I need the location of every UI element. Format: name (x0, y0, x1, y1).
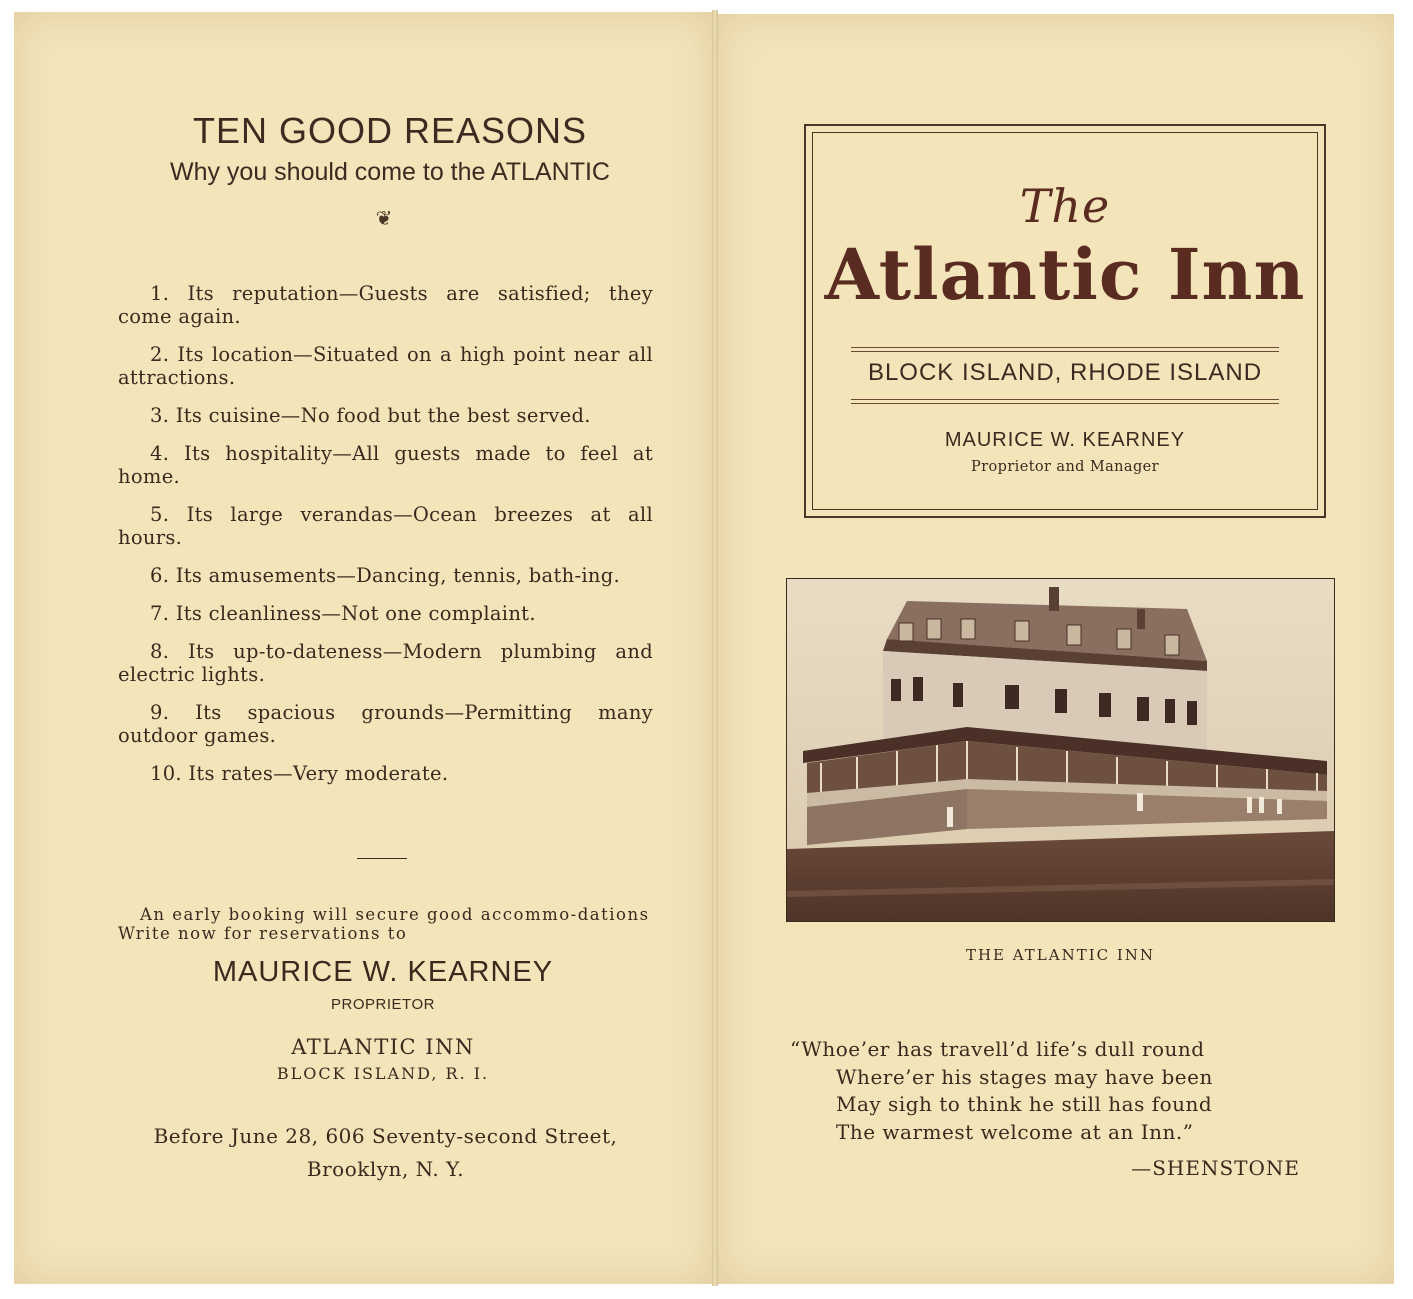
title-frame (804, 124, 1326, 518)
reason-item: 7. Its cleanliness—Not one complaint. (150, 602, 536, 625)
photo-caption: THE ATLANTIC INN (965, 946, 1156, 964)
reason-item: 6. Its amusements—Dancing, tennis, bath-ing. (150, 564, 621, 587)
winter-address (118, 1120, 653, 1186)
proprietor-role: Proprietor and Manager (971, 459, 1159, 475)
ornament-icon: ❦ (375, 206, 393, 230)
reason-item: 5. Its large verandas—Ocean breezes at all hours. (118, 503, 653, 549)
reason-item: 2. Its location—Situated on a high point near all attractions. (118, 343, 653, 389)
contact-location: BLOCK ISLAND, R. I. (276, 1064, 490, 1083)
contact-name: MAURICE W. KEARNEY (212, 956, 554, 988)
winter-address-line1: Before June 28, 606 Seventy-second Street, (153, 1124, 618, 1148)
reason-item: 9. Its spacious grounds—Permitting many outdoor games. (118, 701, 653, 747)
poem-attribution: —SHENSTONE (1131, 1156, 1300, 1180)
poem-line: The warmest welcome at an Inn.” (836, 1119, 1194, 1144)
proprietor-name: MAURICE W. KEARNEY (944, 429, 1186, 451)
title-rule-bottom (851, 399, 1279, 404)
booking-text: An early booking will secure good accommo-dations Write now for reservations to (118, 905, 650, 943)
reasons-title: TEN GOOD REASONS (192, 110, 588, 151)
contact-inn: ATLANTIC INN (291, 1035, 475, 1059)
reasons-list (118, 282, 653, 800)
inn-photo-illustration (787, 579, 1334, 921)
inn-photo (786, 578, 1335, 922)
reason-item: 3. Its cuisine—No food but the best served. (150, 404, 591, 427)
section-divider (357, 858, 407, 859)
contact-title: PROPRIETOR (331, 996, 435, 1013)
poem-line: “Whoe’er has travell’d life’s dull round (790, 1037, 1205, 1061)
title-rule-top (851, 347, 1279, 352)
inn-title-the: The (1019, 179, 1111, 233)
reason-item: 1. Its reputation—Guests are satisfied; they come again. (118, 282, 653, 328)
reason-item: 8. Its up-to-dateness—Modern plumbing and electric lights. (118, 640, 653, 686)
fold-crease (712, 10, 718, 1286)
poem-line: Where’er his stages may have been (836, 1064, 1213, 1089)
winter-address-line2: Brooklyn, N. Y. (306, 1157, 465, 1181)
reason-item: 10. Its rates—Very moderate. (150, 762, 449, 785)
inn-location: BLOCK ISLAND, RHODE ISLAND (867, 359, 1263, 386)
reasons-subtitle: Why you should come to the ATLANTIC (169, 158, 610, 186)
title-frame-inner (812, 132, 1318, 510)
poem-line: May sigh to think he still has found (836, 1092, 1213, 1116)
poem (790, 1036, 1290, 1146)
reason-item: 4. Its hospitality—All guests made to feel at home. (118, 442, 653, 488)
inn-title-name: Atlantic Inn (824, 233, 1306, 316)
